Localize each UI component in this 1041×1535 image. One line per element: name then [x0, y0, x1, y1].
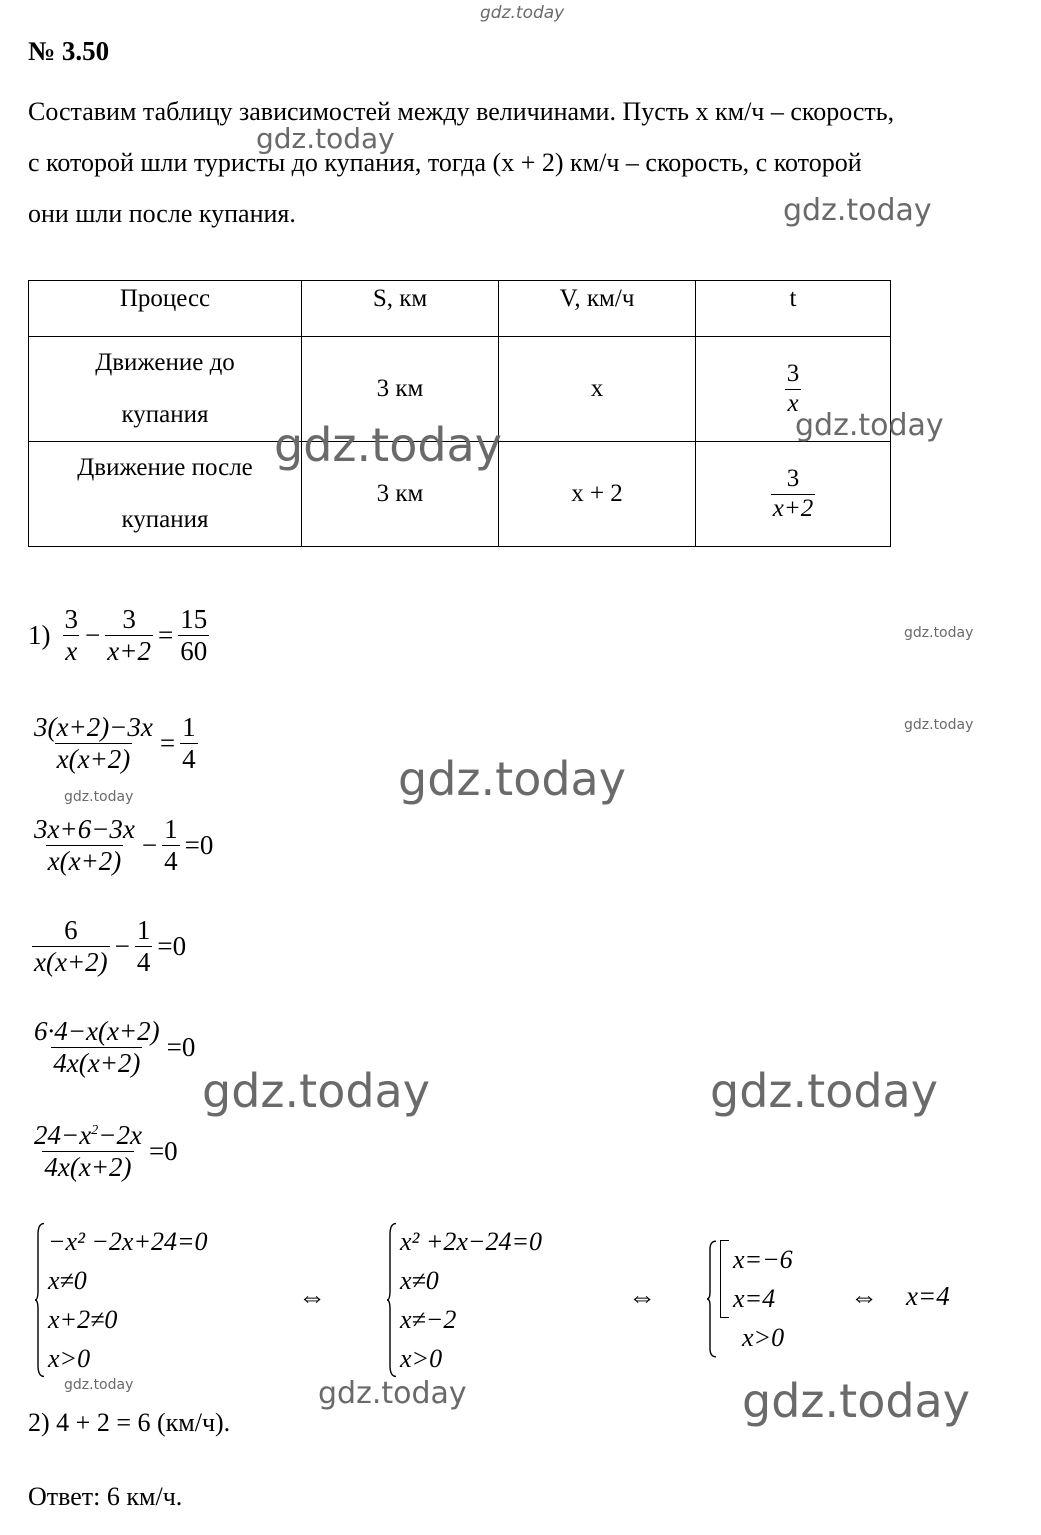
- frac-den: x+2: [107, 636, 151, 667]
- row2-time-numerator: 3: [786, 464, 800, 492]
- row2-process: [29, 442, 302, 547]
- equals-zero: =0: [148, 1136, 178, 1167]
- frac-num: 1: [182, 712, 196, 742]
- step3-equation: [30, 814, 216, 877]
- header-time: t: [696, 281, 891, 337]
- intro-line-3: они шли после купания.: [28, 199, 296, 228]
- step1-label: 1): [28, 620, 51, 651]
- step2-equation: [30, 712, 200, 775]
- system-3: [706, 1240, 793, 1358]
- curly-brace-icon: [386, 1222, 396, 1378]
- header-process: Процесс: [29, 281, 302, 337]
- curly-brace-icon: [706, 1240, 716, 1358]
- row2-speed: x + 2: [499, 442, 696, 547]
- intro-line-1: Составим таблицу зависимостей между величинами. Пусть x км/ч – скорость,: [28, 97, 895, 126]
- answer-text: Ответ: 6 км/ч.: [28, 1482, 183, 1511]
- header-speed: V, км/ч: [499, 281, 696, 337]
- result-value: x=4: [906, 1281, 950, 1311]
- row1-time-numerator: 3: [786, 359, 800, 387]
- system2-line2: x≠0: [400, 1266, 439, 1295]
- problem-number: № 3.50: [28, 36, 110, 66]
- equivalence-sign: ⇔: [850, 1282, 878, 1313]
- equals-sign: =: [159, 728, 176, 759]
- num-part-a: 24−x: [34, 1120, 92, 1150]
- system2-line1: x² +2x−24=0: [400, 1227, 543, 1256]
- system1-line1: −x² −2x+24=0: [48, 1227, 208, 1256]
- frac-num: 3(x+2)−3x: [34, 712, 153, 742]
- frac-den: 4x(x+2): [53, 1048, 141, 1079]
- system2-line4: x>0: [400, 1344, 443, 1373]
- system-2: [386, 1222, 542, 1378]
- row2-process-line2: купания: [121, 506, 209, 533]
- step5-equation: [30, 1016, 198, 1079]
- system3-option2: x=4: [733, 1284, 776, 1313]
- system3-option1: x=−6: [733, 1245, 793, 1274]
- frac-den: 4: [136, 947, 151, 978]
- intro-line-2: с которой шли туристы до купания, тогда (x + 2) км/ч – скорость, с которой: [28, 148, 862, 177]
- dependency-table: [28, 280, 891, 547]
- frac-num: 3: [64, 604, 78, 634]
- frac-den: 4: [164, 846, 178, 877]
- system1-line2: x≠0: [48, 1266, 87, 1295]
- system1-line4: x>0: [48, 1344, 91, 1373]
- frac-den: 4x(x+2): [44, 1152, 132, 1183]
- row1-speed: x: [499, 337, 696, 442]
- frac-den: x(x+2): [34, 947, 108, 978]
- frac-num: 6: [64, 915, 78, 945]
- row1-distance: 3 км: [302, 337, 499, 442]
- watermark: gdz.today: [904, 625, 974, 641]
- frac-num: 3x+6−3x: [34, 814, 135, 844]
- equals-zero: =0: [157, 931, 187, 962]
- equals-zero: =0: [184, 830, 214, 861]
- frac-num: 1: [164, 814, 178, 844]
- system1-line3: x+2≠0: [48, 1305, 118, 1334]
- row2-distance: 3 км: [302, 442, 499, 547]
- minus-sign: −: [141, 830, 158, 861]
- system2-line3: x≠−2: [400, 1305, 457, 1334]
- step1-equation: [28, 604, 211, 667]
- frac-num: 6·4−x(x+2): [34, 1016, 160, 1046]
- frac-num: 15: [180, 604, 208, 634]
- watermark: gdz.today: [710, 1064, 938, 1118]
- equivalence-sign: ⇔: [298, 1282, 326, 1313]
- minus-sign: −: [85, 620, 101, 651]
- frac-den: 60: [180, 636, 208, 667]
- frac-den: x: [65, 636, 78, 667]
- row2-time-denominator: x+2: [772, 494, 814, 522]
- row1-process: [29, 337, 302, 442]
- system3-line3: x>0: [742, 1323, 785, 1352]
- frac-den: x(x+2): [56, 744, 131, 775]
- curly-brace-icon: [34, 1222, 44, 1378]
- header-distance: S, км: [302, 281, 499, 337]
- row1-time-denominator: x: [787, 389, 799, 417]
- frac-num: 1: [136, 915, 151, 945]
- step6-equation: [30, 1120, 181, 1183]
- num-part-b: −2x: [98, 1120, 142, 1150]
- equals-sign: =: [157, 620, 174, 651]
- watermark: gdz.today: [795, 408, 944, 443]
- row1-process-line1: Движение до: [95, 349, 235, 376]
- watermark: gdz.today: [480, 3, 565, 23]
- watermark: gdz.today: [202, 1064, 430, 1118]
- frac-den: x(x+2): [47, 846, 122, 877]
- minus-sign: −: [114, 931, 130, 962]
- equals-zero: =0: [166, 1032, 196, 1063]
- table-header-row: [29, 281, 891, 337]
- step2-text: 2) 4 + 2 = 6 (км/ч).: [28, 1408, 231, 1437]
- watermark: gdz.today: [274, 418, 502, 472]
- equivalence-sign: ⇔: [628, 1282, 656, 1313]
- frac-num: [32, 1120, 144, 1151]
- watermark: gdz.today: [783, 193, 932, 228]
- watermark: gdz.today: [398, 752, 626, 806]
- square-bracket-icon: [720, 1240, 729, 1318]
- watermark: gdz.today: [64, 1377, 134, 1393]
- frac-num: 3: [122, 604, 136, 634]
- watermark: gdz.today: [904, 717, 974, 733]
- watermark: gdz.today: [742, 1374, 970, 1428]
- num-exponent: 2: [91, 1123, 99, 1138]
- watermark: gdz.today: [64, 789, 134, 805]
- row1-process-line2: купания: [121, 401, 209, 428]
- row2-time: [696, 442, 891, 547]
- watermark: gdz.today: [256, 122, 395, 155]
- step4-equation: [30, 915, 189, 978]
- row2-process-line1: Движение после: [77, 454, 253, 481]
- watermark: gdz.today: [318, 1376, 467, 1411]
- system-1: [34, 1222, 208, 1378]
- frac-den: 4: [182, 744, 196, 775]
